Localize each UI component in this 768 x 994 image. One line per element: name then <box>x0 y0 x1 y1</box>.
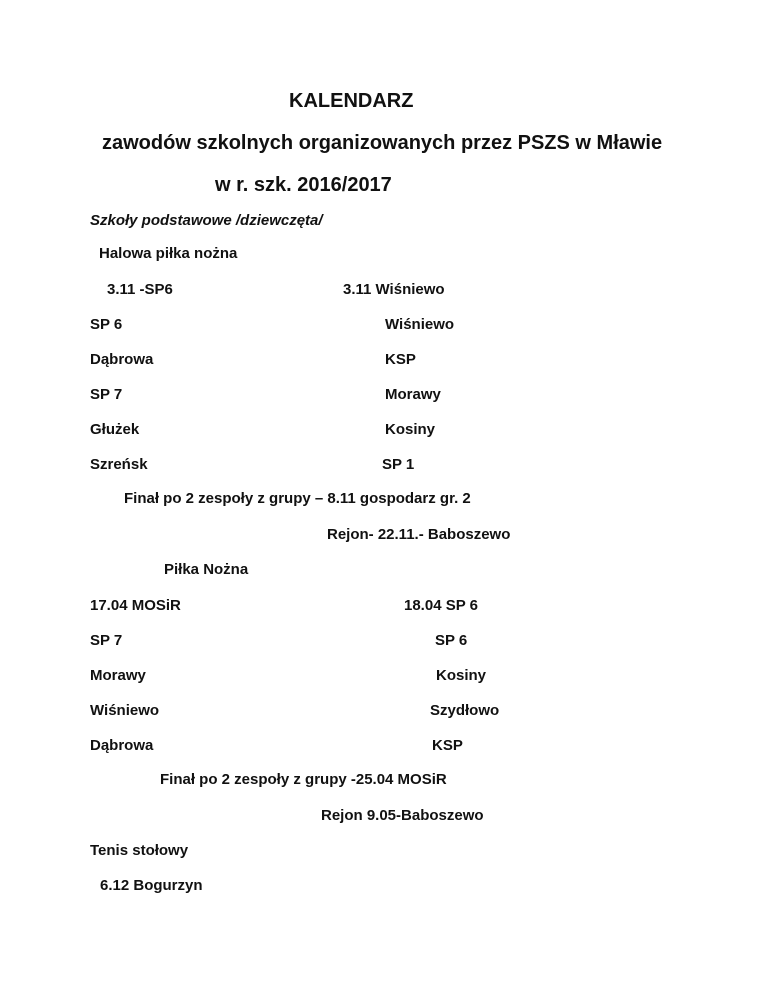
team-entry: Głużek <box>90 421 140 438</box>
category-label: Szkoły podstawowe /dziewczęta/ <box>90 212 323 229</box>
rejon-info: Rejon 9.05-Baboszewo <box>321 807 484 824</box>
team-entry: Kosiny <box>385 421 436 438</box>
team-entry: Szreńsk <box>90 456 148 473</box>
event-date: 6.12 Bogurzyn <box>100 877 203 894</box>
team-entry: SP 7 <box>90 386 123 403</box>
final-info: Finał po 2 zespoły z grupy – 8.11 gospodarz gr. 2 <box>124 490 471 507</box>
group2-header: 3.11 Wiśniewo <box>343 281 445 298</box>
team-entry: KSP <box>385 351 416 368</box>
team-entry: SP 7 <box>90 632 123 649</box>
school-year: w r. szk. 2016/2017 <box>215 174 392 196</box>
page-title: KALENDARZ <box>289 90 414 112</box>
team-entry: Dąbrowa <box>90 737 154 754</box>
team-entry: Morawy <box>385 386 441 403</box>
group2-header: 18.04 SP 6 <box>404 597 478 614</box>
team-entry: SP 1 <box>382 456 415 473</box>
section-heading-pilka: Piłka Nożna <box>164 561 249 578</box>
team-entry: Wiśniewo <box>90 702 160 719</box>
team-entry: Wiśniewo <box>385 316 455 333</box>
section-heading-tenis: Tenis stołowy <box>90 842 189 859</box>
team-entry: SP 6 <box>90 316 123 333</box>
page-subtitle: zawodów szkolnych organizowanych przez PSZS w Mławie <box>102 132 663 154</box>
team-entry: SP 6 <box>435 632 468 649</box>
group1-header: 17.04 MOSiR <box>90 597 181 614</box>
team-entry: KSP <box>432 737 463 754</box>
rejon-info: Rejon- 22.11.- Baboszewo <box>327 526 511 543</box>
team-entry: Szydłowo <box>430 702 500 719</box>
group1-header: 3.11 -SP6 <box>107 281 173 298</box>
team-entry: Morawy <box>90 667 146 684</box>
team-entry: Kosiny <box>436 667 487 684</box>
final-info: Finał po 2 zespoły z grupy -25.04 MOSiR <box>160 771 447 788</box>
section-heading-halowa: Halowa piłka nożna <box>99 245 238 262</box>
team-entry: Dąbrowa <box>90 351 154 368</box>
